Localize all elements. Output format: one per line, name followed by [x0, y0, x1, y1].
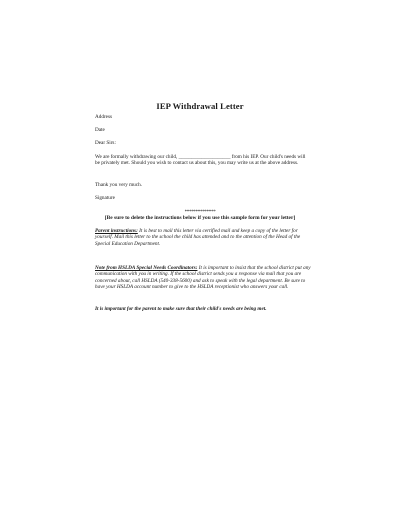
parent-instructions-heading: Parent instructions:	[95, 228, 138, 234]
salutation: Dear Sirs:	[95, 140, 116, 146]
date-label: Date	[95, 127, 105, 133]
final-note: It is important for the parent to make sure that their child's needs are being met.	[95, 306, 267, 312]
letter-body: We are formally withdrawing our child, ____________________ from his IEP. Our child's needs will be privately met. Should you wish to contact us about this, you may write us at the above address.	[95, 154, 306, 167]
address-label: Address	[95, 114, 113, 120]
hslda-note-text: It is important to insist that the school district put any communication with you in writing. If the school district sends you a response via mail that you are concerned about, call HSLDA (540-338-5600) and ask to speak with the legal department. Be sure to have your HSLDA account number to give to the HSLDA receptionist who answers your call.	[95, 265, 311, 291]
bracket-note: [Be sure to delete the instructions below if you use this sample form for your letter]	[104, 215, 296, 221]
hslda-note-heading: Note from HSLDA Special Needs Coordinators:	[95, 265, 198, 271]
signature-label: Signature	[95, 195, 115, 201]
divider-stars: **************	[184, 210, 216, 215]
parent-instructions-text: It is best to mail this letter via certified mail and keep a copy of the letter for yourself. Mail this letter to the school the child has attended and to the attention of the Head of the Special Education Department.	[95, 228, 301, 247]
hslda-note	[95, 265, 311, 291]
letter-title: IEP Withdrawal Letter	[156, 101, 244, 111]
parent-instructions	[95, 228, 311, 247]
closing: Thank you very much.	[95, 182, 142, 188]
